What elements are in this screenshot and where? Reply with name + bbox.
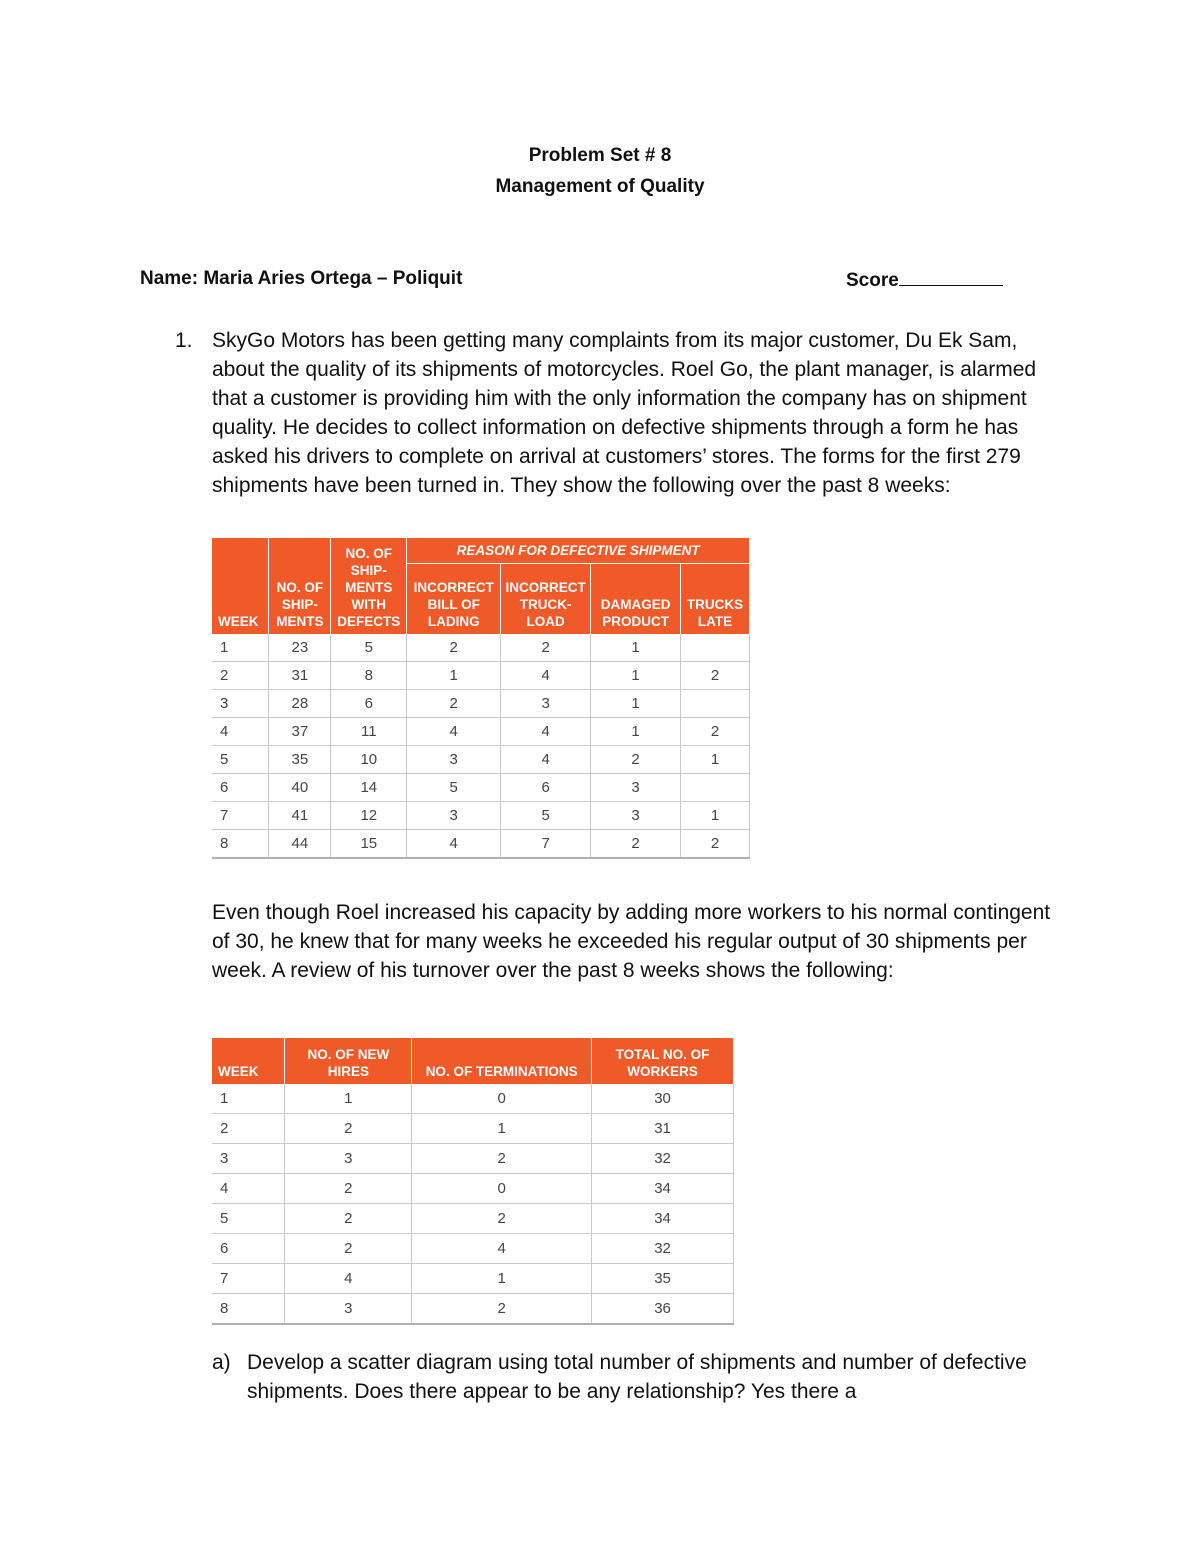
- cell-week: 1: [212, 634, 269, 662]
- table2-header-total-workers: TOTAL NO. OF WORKERS: [592, 1038, 734, 1084]
- cell-total-workers: 30: [592, 1084, 734, 1114]
- cell-shipments: 31: [269, 662, 331, 690]
- table-row: [212, 1234, 734, 1264]
- table-row: [212, 718, 750, 746]
- document-title: Problem Set # 8: [528, 145, 672, 166]
- cell-bill-of-lading: 2: [407, 634, 501, 662]
- cell-late: 2: [681, 662, 750, 690]
- question-1-number: 1.: [175, 329, 193, 352]
- score-blank-line: [899, 268, 1003, 286]
- cell-bill-of-lading: 5: [407, 774, 501, 802]
- table2-header-week: WEEK: [212, 1038, 285, 1084]
- cell-late: 2: [681, 718, 750, 746]
- name-label: Name:: [140, 268, 199, 289]
- name-value: Maria Aries Ortega – Poliquit: [203, 268, 463, 289]
- cell-damaged: 3: [591, 802, 681, 830]
- cell-defects: 8: [331, 662, 407, 690]
- cell-bill-of-lading: 3: [407, 746, 501, 774]
- table1-header-reason-group: REASON FOR DEFECTIVE SHIPMENT: [407, 538, 750, 564]
- cell-week: 2: [212, 662, 269, 690]
- cell-week: 2: [212, 1114, 285, 1144]
- cell-week: 4: [212, 718, 269, 746]
- cell-new-hires: 2: [285, 1174, 412, 1204]
- cell-damaged: 1: [591, 634, 681, 662]
- cell-week: 3: [212, 690, 269, 718]
- cell-late: 2: [681, 830, 750, 859]
- cell-new-hires: 3: [285, 1144, 412, 1174]
- cell-truckload: 6: [501, 774, 591, 802]
- cell-new-hires: 4: [285, 1264, 412, 1294]
- cell-total-workers: 34: [592, 1204, 734, 1234]
- cell-week: 5: [212, 1204, 285, 1234]
- cell-damaged: 1: [591, 718, 681, 746]
- cell-truckload: 3: [501, 690, 591, 718]
- table2-header-terminations: NO. OF TERMINATIONS: [412, 1038, 592, 1084]
- cell-late: 1: [681, 746, 750, 774]
- table-row: [212, 690, 750, 718]
- cell-defects: 10: [331, 746, 407, 774]
- table-row: [212, 1294, 734, 1325]
- table-row: [212, 1264, 734, 1294]
- defective-shipments-table: [212, 538, 750, 859]
- cell-defects: 11: [331, 718, 407, 746]
- cell-total-workers: 36: [592, 1294, 734, 1325]
- cell-defects: 6: [331, 690, 407, 718]
- table-row: [212, 1174, 734, 1204]
- cell-total-workers: 35: [592, 1264, 734, 1294]
- cell-bill-of-lading: 1: [407, 662, 501, 690]
- cell-week: 7: [212, 1264, 285, 1294]
- cell-total-workers: 32: [592, 1144, 734, 1174]
- table-row: [212, 1144, 734, 1174]
- cell-new-hires: 2: [285, 1204, 412, 1234]
- paragraph-turnover: Even though Roel increased his capacity by adding more workers to his normal contingent of 30, he knew that for many weeks he exceeded his regular output of 30 shipments per week. A review of his turnover over the past 8 weeks shows the following:: [212, 901, 1051, 982]
- cell-week: 1: [212, 1084, 285, 1114]
- cell-damaged: 2: [591, 746, 681, 774]
- cell-shipments: 23: [269, 634, 331, 662]
- cell-terminations: 2: [412, 1294, 592, 1325]
- score-label: Score: [846, 270, 899, 291]
- cell-shipments: 41: [269, 802, 331, 830]
- cell-total-workers: 34: [592, 1174, 734, 1204]
- cell-terminations: 4: [412, 1234, 592, 1264]
- cell-terminations: 0: [412, 1174, 592, 1204]
- table-row: [212, 746, 750, 774]
- table1-header-week: WEEK: [212, 538, 269, 634]
- cell-shipments: 40: [269, 774, 331, 802]
- table-row: [212, 802, 750, 830]
- document-subtitle: Management of Quality: [495, 176, 705, 197]
- cell-terminations: 0: [412, 1084, 592, 1114]
- cell-damaged: 1: [591, 690, 681, 718]
- cell-week: 4: [212, 1174, 285, 1204]
- worker-turnover-table: [212, 1038, 734, 1325]
- cell-damaged: 3: [591, 774, 681, 802]
- question-1-text: SkyGo Motors has been getting many complaints from its major customer, Du Ek Sam, about the quality of its shipments of motorcycles. Roel Go, the plant manager, is alarmed that a customer is providing him with the only information the company has on shipment quality. He decides to collect information on defective shipments through a form he has asked his drivers to complete on arrival at customers’ stores. The forms for the first 279 shipments have been turned in. They show the following over the past 8 weeks:: [212, 329, 1037, 497]
- cell-truckload: 7: [501, 830, 591, 859]
- cell-truckload: 4: [501, 718, 591, 746]
- cell-new-hires: 2: [285, 1234, 412, 1264]
- cell-shipments: 35: [269, 746, 331, 774]
- cell-defects: 12: [331, 802, 407, 830]
- cell-week: 3: [212, 1144, 285, 1174]
- table-row: [212, 662, 750, 690]
- cell-truckload: 4: [501, 746, 591, 774]
- name-field: [140, 268, 462, 290]
- table2-header-new-hires: NO. OF NEW HIRES: [285, 1038, 412, 1084]
- cell-bill-of-lading: 3: [407, 802, 501, 830]
- cell-late: 1: [681, 802, 750, 830]
- table-row: [212, 1084, 734, 1114]
- cell-damaged: 1: [591, 662, 681, 690]
- table1-header-shipments-with-defects: NO. OF SHIP-MENTS WITH DEFECTS: [331, 538, 407, 634]
- cell-terminations: 2: [412, 1204, 592, 1234]
- cell-week: 6: [212, 1234, 285, 1264]
- table1-header-incorrect-truckload: INCORRECT TRUCK-LOAD: [501, 564, 591, 635]
- cell-terminations: 2: [412, 1144, 592, 1174]
- cell-truckload: 5: [501, 802, 591, 830]
- cell-defects: 15: [331, 830, 407, 859]
- cell-shipments: 44: [269, 830, 331, 859]
- table1-header-incorrect-bill-of-lading: INCORRECT BILL OF LADING: [407, 564, 501, 635]
- cell-week: 5: [212, 746, 269, 774]
- cell-truckload: 2: [501, 634, 591, 662]
- score-field: [846, 268, 1003, 292]
- table1-header-trucks-late: TRUCKS LATE: [681, 564, 750, 635]
- question-a-text: Develop a scatter diagram using total number of shipments and number of defective shipments. Does there appear to be any relationship? Yes there a: [247, 1351, 1027, 1403]
- cell-total-workers: 31: [592, 1114, 734, 1144]
- cell-week: 6: [212, 774, 269, 802]
- cell-week: 8: [212, 1294, 285, 1325]
- cell-late: [681, 634, 750, 662]
- table-row: [212, 1114, 734, 1144]
- question-a-number: a): [212, 1351, 231, 1374]
- cell-bill-of-lading: 4: [407, 830, 501, 859]
- cell-total-workers: 32: [592, 1234, 734, 1264]
- table-row: [212, 830, 750, 859]
- cell-truckload: 4: [501, 662, 591, 690]
- table1-header-shipments: NO. OF SHIP-MENTS: [269, 538, 331, 634]
- cell-defects: 5: [331, 634, 407, 662]
- cell-defects: 14: [331, 774, 407, 802]
- table-row: [212, 1204, 734, 1234]
- cell-week: 8: [212, 830, 269, 859]
- cell-bill-of-lading: 2: [407, 690, 501, 718]
- cell-week: 7: [212, 802, 269, 830]
- cell-new-hires: 3: [285, 1294, 412, 1325]
- cell-new-hires: 2: [285, 1114, 412, 1144]
- table-row: [212, 634, 750, 662]
- table1-header-damaged-product: DAMAGED PRODUCT: [591, 564, 681, 635]
- cell-shipments: 28: [269, 690, 331, 718]
- cell-shipments: 37: [269, 718, 331, 746]
- cell-bill-of-lading: 4: [407, 718, 501, 746]
- cell-late: [681, 690, 750, 718]
- table-row: [212, 774, 750, 802]
- cell-late: [681, 774, 750, 802]
- cell-new-hires: 1: [285, 1084, 412, 1114]
- cell-terminations: 1: [412, 1114, 592, 1144]
- cell-terminations: 1: [412, 1264, 592, 1294]
- cell-damaged: 2: [591, 830, 681, 859]
